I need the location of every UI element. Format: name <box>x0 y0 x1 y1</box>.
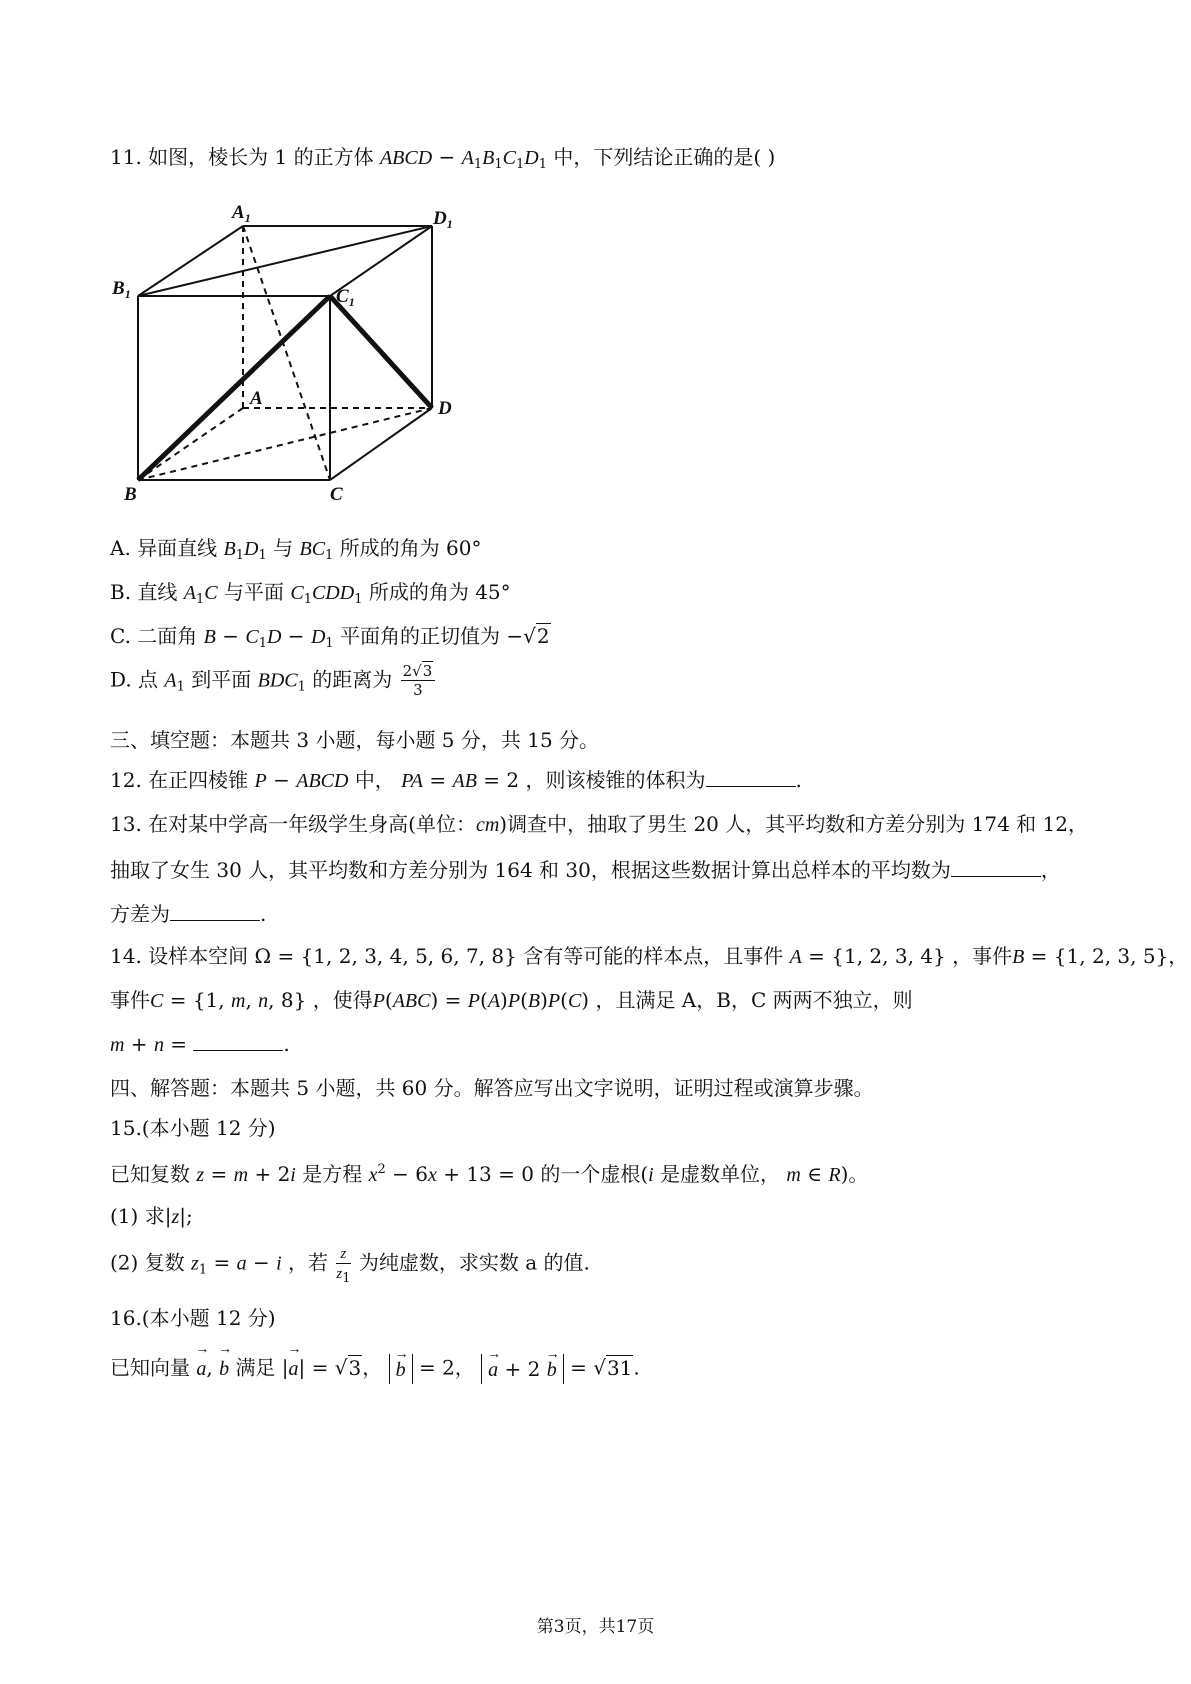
page-footer: 第3页，共17页 <box>536 1617 655 1637</box>
cube-figure <box>110 198 470 508</box>
q11-option-b: B. 直线 $A_1C$ 与平面 $C_1CDD_1$ 所成的角为 45° <box>110 580 511 607</box>
label-C: C <box>330 484 343 505</box>
q12: 12. 在正四棱锥 P − ABCD 中， PA = AB = 2 ，则该棱锥的体积为 . <box>110 768 802 792</box>
q15-part2: (2) 复数 $z_1 = a - i$ ，若 $\frac{z}{z_1}$ 为纯虚数，求实数 a 的值. <box>110 1246 590 1286</box>
q13-mean-blank[interactable] <box>951 858 1041 877</box>
q11-stem: 11. 如图，棱长为 1 的正方体 ABCD − $A_1B_1C_1D_1$ 中，下列结论正确的是( ) <box>110 145 776 172</box>
q15-header: 15.(本小题 12 分) <box>110 1116 276 1140</box>
q14-line1: 14. 设样本空间 Ω = {1, 2, 3, 4, 5, 6, 7, 8} 含有等可能的样本点，且事件 A = {1, 2, 3, 4} ，事件B = {1, 2, 3, 5}， <box>110 944 1189 968</box>
q13-line2: 抽取了女生 30 人，其平均数和方差分别为 164 和 30，根据这些数据计算出总样本的平均数为 ， <box>110 858 1061 882</box>
q14-answer-blank[interactable] <box>193 1032 283 1051</box>
label-D1: $D_1$ <box>433 208 453 231</box>
label-D: D <box>438 398 452 419</box>
q11-option-a: A. 异面直线 $B_1D_1$ 与 $BC_1$ 所成的角为 60° <box>110 536 482 563</box>
q12-answer-blank[interactable] <box>706 768 796 787</box>
q14-line2: 事件C = {1, m, n, 8} ，使得P(ABC) = P(A)P(B)P(C) ，且满足 A，B，C 两两不独立，则 <box>110 988 913 1012</box>
q11-option-d: D. 点 $A_1$ 到平面 $BDC_1$ 的距离为 $\frac{2√3}{3}$ <box>110 664 437 698</box>
q11-option-c: C. 二面角 $B - C_1D - D_1$ 平面角的正切值为 −√2 <box>110 624 550 651</box>
section-4-heading: 四、解答题：本题共 5 小题，共 60 分。解答应写出文字说明，证明过程或演算步骤。 <box>110 1076 874 1100</box>
section-3-heading: 三、填空题：本题共 3 小题，每小题 5 分，共 15 分。 <box>110 728 600 752</box>
q13-variance-blank[interactable] <box>170 902 260 921</box>
q13-line1: 13. 在对某中学高一年级学生身高(单位：cm)调查中，抽取了男生 20 人，其平均数和方差分别为 174 和 12， <box>110 812 1088 836</box>
label-C1: $C_1$ <box>336 286 355 309</box>
label-A: A <box>250 388 263 409</box>
q16-header: 16.(本小题 12 分) <box>110 1306 276 1330</box>
q14-line3: m + n = . <box>110 1032 290 1056</box>
label-B1: $B_1$ <box>112 278 131 301</box>
label-B: B <box>124 484 137 505</box>
q15-part1: (1) 求|z|; <box>110 1204 193 1228</box>
label-A1: $A_1$ <box>232 202 251 225</box>
q16-stem: 已知向量 → a, → b 满足 |→ a| = √3， → b = 2， → a + 2 → b = √31. <box>110 1354 640 1384</box>
q13-line3: 方差为 . <box>110 902 267 926</box>
q15-stem: 已知复数 z = m + 2i 是方程 $x^2 - 6x + 13 = 0$ 的一个虚根(i 是虚数单位， m ∈ R)。 <box>110 1162 869 1186</box>
